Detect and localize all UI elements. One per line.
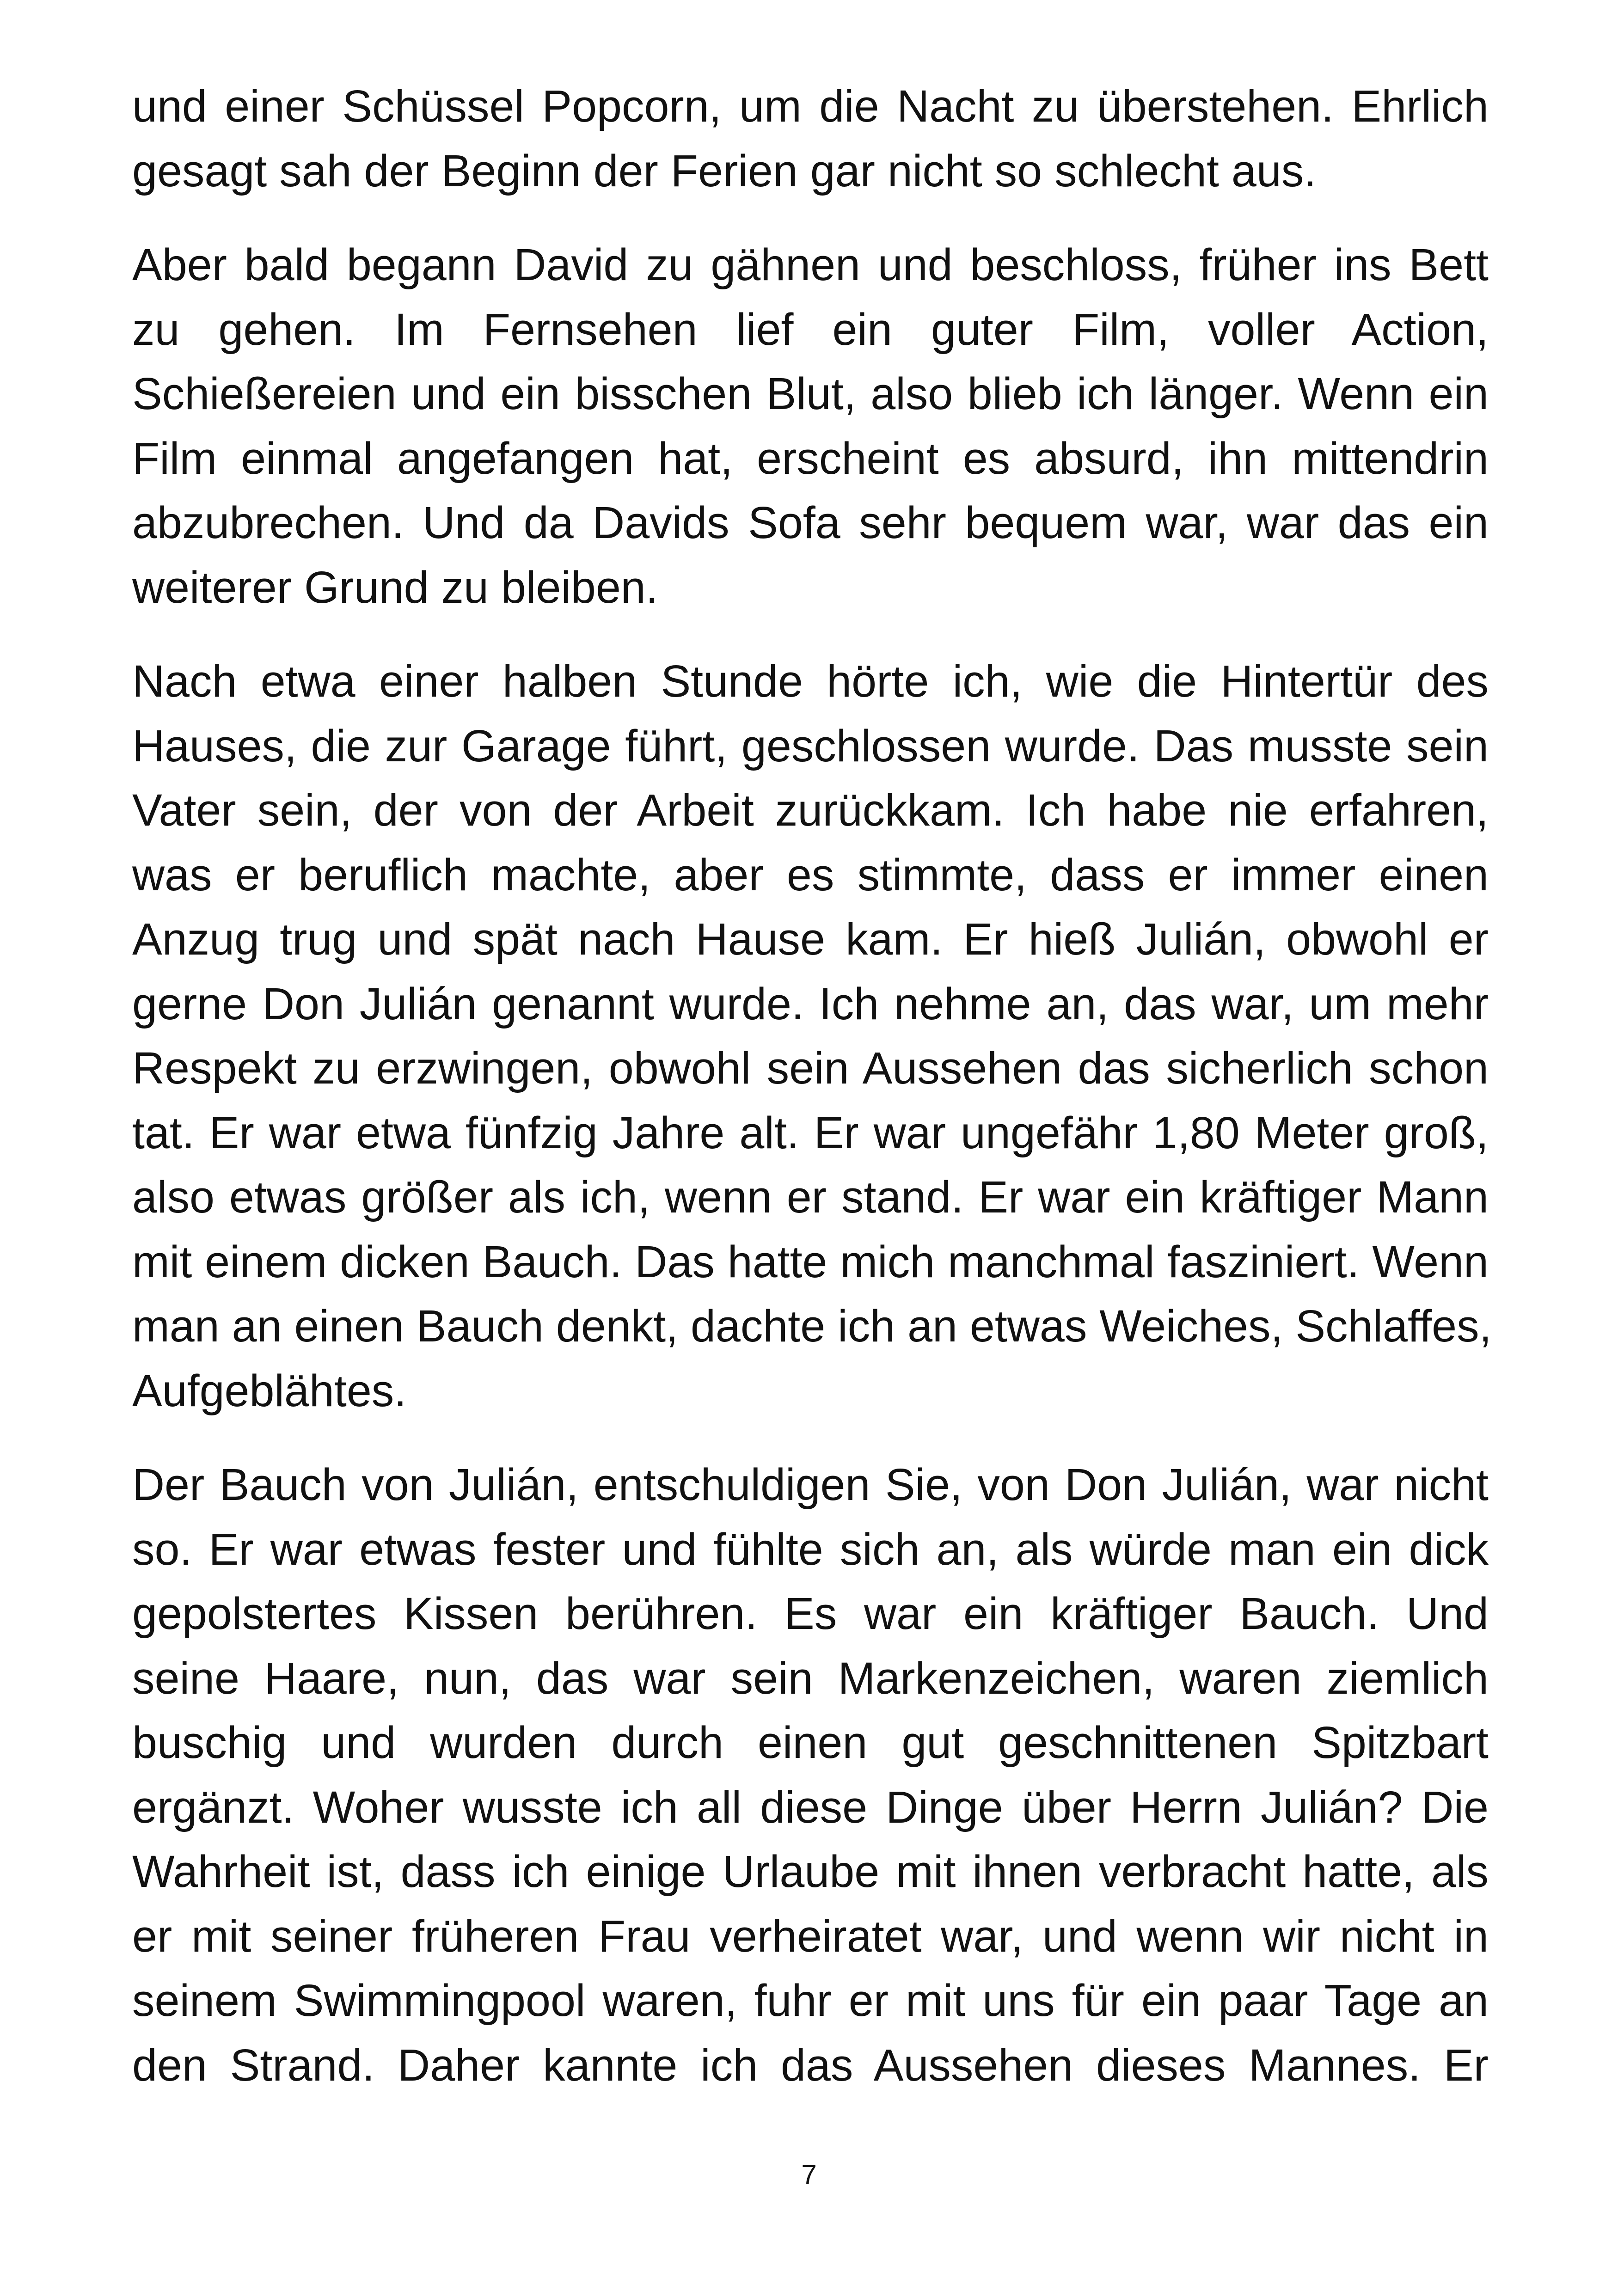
text-line: Nach etwa einer halben Stunde hörte ich, wie die Hintertür des — [132, 656, 1489, 706]
text-line: ergänzt. Woher wusste ich all diese Dinge über Herrn Julián? Die — [132, 1782, 1489, 1832]
text-line: Hauses, die zur Garage führt, geschlossen wurde. Das musste sein — [132, 720, 1489, 771]
text-line: mit einem dicken Bauch. Das hatte mich manchmal fasziniert. Wenn — [132, 1236, 1489, 1287]
page-number: 7 — [801, 2159, 817, 2190]
text-line: Der Bauch von Julián, entschuldigen Sie, von Don Julián, war nicht — [132, 1459, 1489, 1510]
text-line: weiterer Grund zu bleiben. — [132, 562, 658, 612]
text-line: man an einen Bauch denkt, dachte ich an etwas Weiches, Schlaffes, — [132, 1301, 1492, 1351]
text-line: den Strand. Daher kannte ich das Aussehen dieses Mannes. Er — [132, 2039, 1489, 2090]
text-line: Schießereien und ein bisschen Blut, also blieb ich länger. Wenn ein — [132, 368, 1489, 419]
body-text — [132, 74, 1492, 2097]
text-line: Wahrheit ist, dass ich einige Urlaube mit ihnen verbracht hatte, als — [132, 1846, 1489, 1897]
text-line: Aufgeblähtes. — [132, 1365, 407, 1416]
text-line: seinem Swimmingpool waren, fuhr er mit uns für ein paar Tage an — [132, 1975, 1489, 2026]
paragraph-3 — [132, 649, 1492, 1423]
text-line: zu gehen. Im Fernsehen lief ein guter Film, voller Action, — [132, 304, 1489, 355]
text-line: Vater sein, der von der Arbeit zurückkam. Ich habe nie erfahren, — [132, 785, 1489, 835]
text-line: Film einmal angefangen hat, erscheint es absurd, ihn mittendrin — [132, 433, 1489, 484]
text-line: was er beruflich machte, aber es stimmte, dass er immer einen — [132, 849, 1489, 900]
text-line: also etwas größer als ich, wenn er stand. Er war ein kräftiger Mann — [132, 1172, 1489, 1222]
text-line: Anzug trug und spät nach Hause kam. Er hieß Julián, obwohl er — [132, 914, 1489, 964]
text-line: Respekt zu erzwingen, obwohl sein Aussehen das sicherlich schon — [132, 1043, 1489, 1093]
text-line: tat. Er war etwa fünfzig Jahre alt. Er war ungefähr 1,80 Meter groß, — [132, 1107, 1489, 1158]
text-line: er mit seiner früheren Frau verheiratet war, und wenn wir nicht in — [132, 1910, 1489, 1961]
text-line: buschig und wurden durch einen gut geschnittenen Spitzbart — [132, 1717, 1489, 1768]
paragraph-2 — [132, 233, 1489, 619]
text-line: seine Haare, nun, das war sein Markenzeichen, waren ziemlich — [132, 1653, 1489, 1703]
text-line: gepolstertes Kissen berühren. Es war ein kräftiger Bauch. Und — [132, 1588, 1489, 1639]
text-line: gerne Don Julián genannt wurde. Ich nehme an, das war, um mehr — [132, 978, 1489, 1029]
paragraph-1 — [132, 74, 1489, 203]
text-line: so. Er war etwas fester und fühlte sich an, als würde man ein dick — [132, 1524, 1489, 1574]
paragraph-4 — [132, 1452, 1489, 2097]
text-line: Aber bald begann David zu gähnen und beschloss, früher ins Bett — [132, 239, 1489, 290]
text-line: abzubrechen. Und da Davids Sofa sehr bequem war, war das ein — [132, 497, 1489, 548]
text-line: gesagt sah der Beginn der Ferien gar nicht so schlecht aus. — [132, 145, 1317, 196]
text-line: und einer Schüssel Popcorn, um die Nacht zu überstehen. Ehrlich — [132, 81, 1489, 131]
